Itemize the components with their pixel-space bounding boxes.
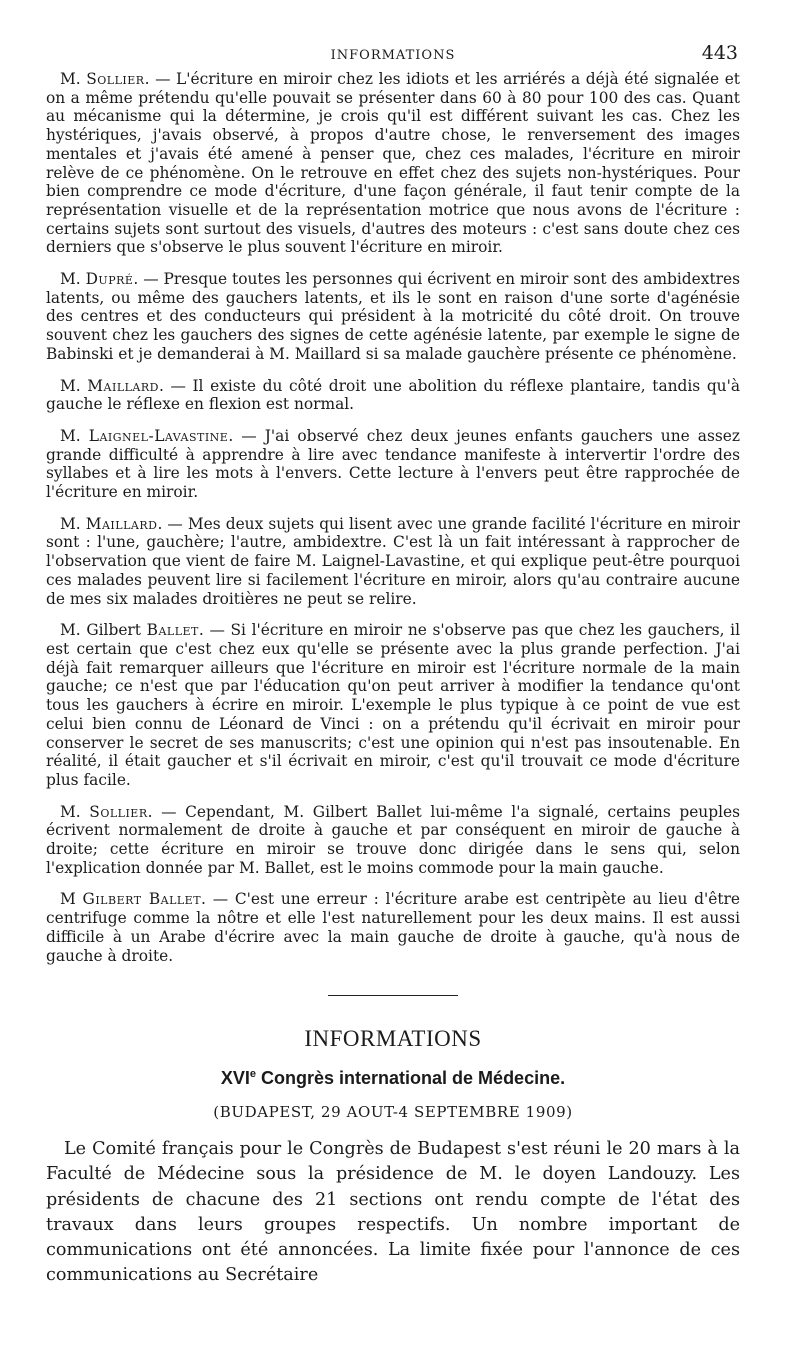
discussion-paragraph-sollier-2 xyxy=(46,803,740,878)
discussion-paragraph-dupre xyxy=(46,270,740,364)
speaker-name: Gilbert Ballet xyxy=(82,890,202,909)
discussion-paragraph-laignel-lavastine xyxy=(46,427,740,502)
section-title: INFORMATIONS xyxy=(304,1026,482,1052)
discussion-paragraph-ballet-2 xyxy=(46,890,740,965)
congress-title xyxy=(46,1068,740,1089)
remark-text: . — Si l'écriture en miroir ne s'observe pas que chez les gauchers, il est certain que c'est chez eux qu'elle se présente avec la plus grande perfection. J'ai déjà fait remarquer ailleurs que l'écriture en miroir est l'écriture normale de la main gauche; ce n'est que par l'éducation qu'on peut arriver à modifier la tendance qu'ont tous les gauchers à écrire en miroir. L'exemple le plus typique à ce point de vue est celui bien connu de Léonard de Vinci : on a prétendu qu'il écrivait en miroir pour conserver le secret de ses manuscrits; c'est une opinion qui n'est pas insoutenable. En réalité, il était gaucher et s'il écrivait en miroir, c'est qu'il trouvait ce mode d'écriture plus facile. xyxy=(46,621,740,789)
speaker-name: Ballet xyxy=(146,621,199,640)
page-number: 443 xyxy=(701,42,738,64)
speaker-prefix: M xyxy=(60,890,83,909)
speaker-prefix: M. xyxy=(60,802,90,821)
journal-page xyxy=(46,36,740,1301)
speaker-prefix: M. xyxy=(60,514,86,533)
speaker-name: Dupré xyxy=(85,270,134,289)
speaker-prefix: M. xyxy=(60,70,87,88)
remark-text: . — L'écriture en miroir chez les idiots et les arriérés a déjà été signalée et on a même prétendu qu'elle pouvait se présenter dans 60 à 80 pour 100 des cas. Quant au mécanisme qui la détermine, je crois qu'il est différent suivant les cas. Chez les hystériques, j'avais observé, à propos d'autre chose, le renversement des images mentales et j'avais été amené à penser que, chez ces malades, l'écriture en miroir relève de ce phénomène. On le retrouve en effet chez des sujets non-hystériques. Pour bien comprendre ce mode d'écriture, d'une façon générale, il faut tenir compte de la représentation visuelle et de la représentation motrice que nous avons de l'écriture : certains sujets sont surtout des visuels, d'autres des moteurs : c'est sans doute chez ces derniers que s'observe le plus souvent l'écriture en miroir. xyxy=(46,70,740,257)
informations-paragraph: Le Comité français pour le Congrès de Budapest s'est réuni le 20 mars à la Faculté de Médecine sous la présidence de M. le doyen Landouzy. Les présidents de chacune des 21 sections ont rendu compte de l'état des travaux dans leurs groupes respectifs. Un nombre important de communications ont été annoncées. La limite fixée pour l'annonce de ces communications au Secrétaire xyxy=(46,1139,740,1286)
speaker-name: Laignel-Lavastine xyxy=(88,426,229,445)
remark-text: . — Cependant, M. Gilbert Ballet lui-même l'a signalé, certains peuples écrivent normalement de droite à gauche et par conséquent en miroir de gauche à droite; cette écriture en miroir se trouve donc dirigée dans le sens qui, selon l'explication donnée par M. Ballet, est le moins commode pour la main gauche. xyxy=(46,802,740,877)
discussion-paragraph-sollier-1 xyxy=(46,70,740,257)
speaker-prefix: M. xyxy=(60,426,89,445)
remark-text: . — Presque toutes les personnes qui écrivent en miroir sont des ambidextres latents, ou même des gauchers latents, et ils le sont en raison d'une sorte d'agénésie des centres et des conducteurs qui président à la motricité du côté droit. On trouve souvent chez les gauchers des signes de cette agénésie latente, par exemple le signe de Babinski et je demanderai à M. Maillard si sa malade gauchère présente ce phénomène. xyxy=(46,270,740,363)
discussion-paragraph-ballet-1 xyxy=(46,621,740,789)
congress-subtitle: (BUDAPEST, 29 AOUT-4 SEPTEMBRE 1909) xyxy=(213,1103,573,1122)
speaker-name: Maillard xyxy=(87,376,159,395)
discussion-paragraph-maillard-1 xyxy=(46,377,740,414)
speaker-name: Sollier xyxy=(86,70,145,88)
running-title: INFORMATIONS xyxy=(330,48,456,63)
remark-text: . — Mes deux sujets qui lisent avec une grande facilité l'écriture en miroir sont : l'une, gauchère; l'autre, ambidextre. C'est là un fait intéressant à rapprocher de l'observation que vient de faire M. Laignel-Lavastine, et qui explique peut-être pourquoi ces malades peuvent lire si facilement l'écriture en miroir, alors qu'au contraire aucune de mes six malades droitières ne peut se relire. xyxy=(46,514,740,608)
running-header xyxy=(46,36,740,70)
congress-ordinal-suffix: e xyxy=(249,1068,257,1081)
speaker-prefix: M. xyxy=(60,376,88,395)
remark-text: . — Il existe du côté droit une abolition du réflexe plantaire, tandis qu'à gauche le réflexe en flexion est normal. xyxy=(46,376,740,414)
congress-numeral: XVI xyxy=(220,1068,250,1089)
speaker-prefix: M. xyxy=(60,270,86,289)
remark-text: . — J'ai observé chez deux jeunes enfants gauchers une assez grande difficulté à apprendre à lire avec tendance manifeste à intervertir l'ordre des syllabes et à lire les mots à l'envers. Cette lecture à l'envers peut être rapprochée de l'écriture en miroir. xyxy=(46,426,740,502)
speaker-name: Maillard xyxy=(85,514,158,533)
speaker-prefix: M. Gilbert xyxy=(60,621,147,640)
discussion-paragraph-maillard-2 xyxy=(46,515,740,609)
section-divider xyxy=(328,995,458,996)
remark-text: . — C'est une erreur : l'écriture arabe est centripète au lieu d'être centrifuge comme la nôtre et elle l'est naturellement pour les deux mains. Il est aussi difficile à un Arabe d'écrire avec la main gauche de droite à gauche, qu'à nous de gauche à droite. xyxy=(46,890,740,965)
speaker-name: Sollier xyxy=(89,802,148,821)
congress-name: Congrès international de Médecine. xyxy=(256,1068,566,1089)
